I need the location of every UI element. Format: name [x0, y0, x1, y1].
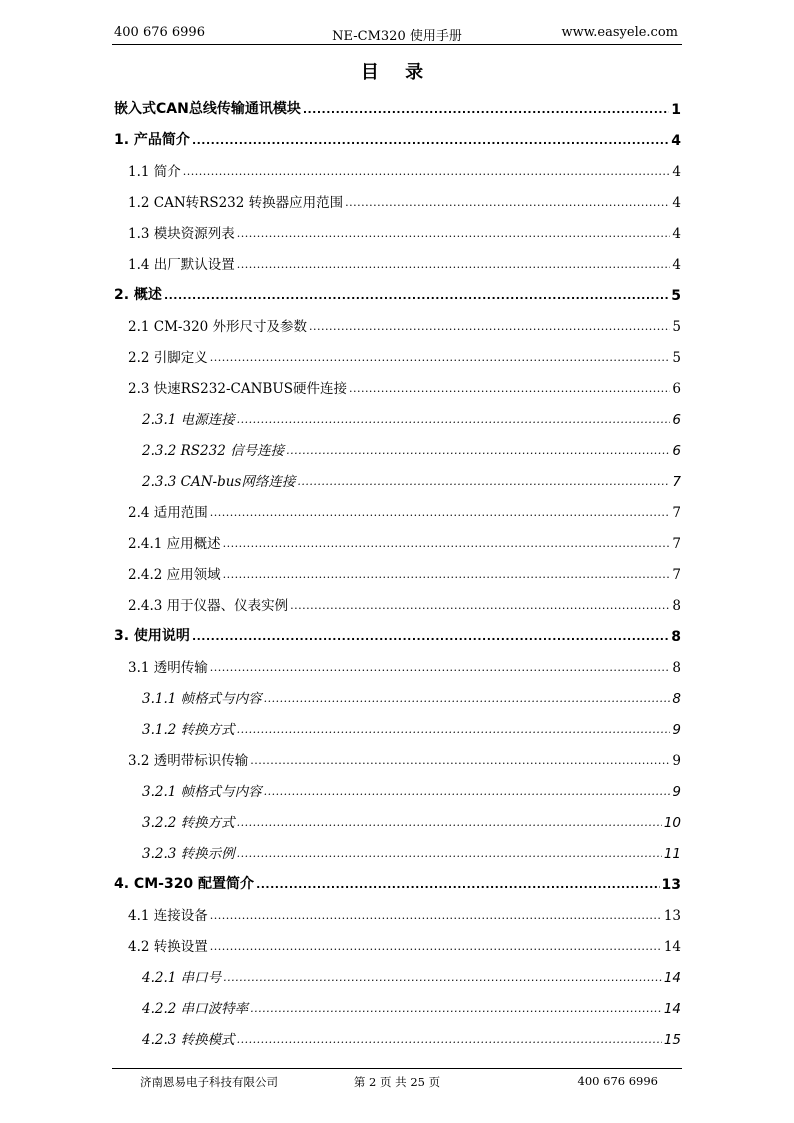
toc-entry-title: 3. 使用说明 [114, 628, 190, 644]
toc-entry-title: 1.1 简介 [128, 164, 181, 180]
toc-entry-title: 3.1.1 帧格式与内容 [142, 691, 262, 707]
toc-entry-title: 4.2 转换设置 [128, 939, 208, 955]
toc-entry[interactable] [142, 685, 681, 707]
toc-entry-page: 9 [672, 722, 681, 738]
toc-leader-dots [250, 755, 670, 769]
toc-entry[interactable] [128, 592, 681, 614]
toc-entry-title: 3.2 透明带标识传输 [128, 753, 249, 769]
toc-entry-page: 14 [663, 1001, 681, 1017]
toc-entry-title: 4. CM-320 配置简介 [114, 876, 255, 892]
toc-leader-dots [164, 290, 669, 304]
footer-page-number: 第 2 页 共 25 页 [353, 1075, 441, 1089]
toc-entry-title: 1.3 模块资源列表 [128, 226, 235, 242]
toc-entry-page: 4 [672, 164, 681, 180]
toc-entry-title: 4.1 连接设备 [128, 908, 208, 924]
toc-entry[interactable] [128, 747, 681, 769]
toc-entry[interactable] [128, 654, 681, 676]
header-doc-title: NE-CM320 使用手册 [332, 29, 462, 44]
toc-entry-page: 8 [671, 629, 681, 645]
toc-entry-page: 8 [672, 598, 681, 614]
toc-entry-title: 1.4 出厂默认设置 [128, 257, 235, 273]
toc-entry-page: 15 [663, 1032, 681, 1048]
toc-leader-dots [210, 507, 671, 521]
toc-leader-dots [210, 941, 662, 955]
toc-entry[interactable] [128, 375, 681, 397]
toc-entry-page: 13 [663, 908, 681, 924]
toc-entry[interactable] [142, 964, 681, 986]
toc-entry[interactable] [142, 840, 681, 862]
header-phone: 400 676 6996 [114, 25, 205, 40]
toc-leader-dots [264, 786, 671, 800]
toc-entry-title: 2.2 引脚定义 [128, 350, 208, 366]
page-footer [112, 1068, 682, 1089]
toc-entry-title: 3.1.2 转换方式 [142, 722, 235, 738]
toc-leader-dots [237, 259, 671, 273]
toc-leader-dots [309, 321, 670, 335]
toc-entry-page: 4 [671, 133, 681, 149]
toc-leader-dots [223, 569, 671, 583]
header-website: www.easyele.com [561, 25, 678, 40]
toc-leader-dots [192, 135, 669, 149]
toc-leader-dots [349, 383, 670, 397]
toc-entry-page: 10 [663, 815, 681, 831]
toc-entry-title: 3.2.2 转换方式 [142, 815, 235, 831]
toc-entry-page: 7 [672, 536, 681, 552]
toc-leader-dots [345, 197, 670, 211]
toc-entry-page: 7 [672, 505, 681, 521]
toc-entry[interactable] [128, 313, 681, 335]
toc-leader-dots [192, 631, 669, 645]
toc-leader-dots [237, 1034, 662, 1048]
toc-entry-page: 6 [672, 443, 681, 459]
toc-leader-dots [183, 166, 671, 180]
toc-entry[interactable] [142, 1026, 681, 1048]
toc-entry-page: 8 [672, 691, 681, 707]
toc-entry-title: 4.2.2 串口波特率 [142, 1001, 249, 1017]
toc-entry-title: 2.1 CM-320 外形尺寸及参数 [128, 319, 308, 335]
toc-entry[interactable] [142, 995, 681, 1017]
toc-entry-title: 2.3.2 RS232 信号连接 [142, 443, 285, 459]
toc-entry-page: 7 [672, 567, 681, 583]
toc-entry-page: 4 [672, 257, 681, 273]
toc-entry-title: 4.2.1 串口号 [142, 970, 222, 986]
toc-entry-page: 13 [661, 877, 681, 893]
toc-entry-page: 6 [672, 381, 681, 397]
toc-entry-page: 6 [672, 412, 681, 428]
page-header [112, 24, 682, 45]
toc-entry-title: 嵌入式CAN总线传输通讯模块 [114, 101, 301, 117]
toc-leader-dots [250, 1003, 662, 1017]
toc-entry-page: 9 [672, 784, 681, 800]
toc-entry-title: 2.3.3 CAN-bus网络连接 [142, 474, 296, 490]
toc-leader-dots [210, 352, 671, 366]
toc-entry-page: 5 [672, 350, 681, 366]
toc-entry[interactable] [128, 158, 681, 180]
toc-title: 目 录 [360, 62, 434, 83]
footer-company: 济南恩易电子科技有限公司 [140, 1075, 278, 1089]
toc-leader-dots [237, 414, 671, 428]
toc-entry[interactable] [128, 933, 681, 955]
toc-leader-dots [264, 693, 671, 707]
toc-leader-dots [286, 445, 670, 459]
toc-entry-title: 2.3 快速RS232-CANBUS硬件连接 [128, 381, 347, 397]
toc-entry-page: 9 [672, 753, 681, 769]
toc-leader-dots [237, 817, 662, 831]
toc-entry[interactable] [128, 189, 681, 211]
toc-entry[interactable] [142, 716, 681, 738]
toc-entry-title: 3.2.3 转换示例 [142, 846, 235, 862]
toc-leader-dots [256, 879, 659, 893]
toc-entry-title: 1.2 CAN转RS232 转换器应用范围 [128, 195, 344, 211]
toc-entry-title: 2. 概述 [114, 287, 162, 303]
toc-entry[interactable] [128, 561, 681, 583]
toc-entry-page: 4 [672, 195, 681, 211]
toc-entry[interactable] [142, 468, 681, 490]
toc-entry-page: 7 [672, 474, 681, 490]
toc-entry-page: 11 [663, 846, 681, 862]
toc-entry-title: 2.4 适用范围 [128, 505, 208, 521]
toc-leader-dots [303, 104, 669, 118]
toc-entry-title: 4.2.3 转换模式 [142, 1032, 235, 1048]
toc-entry[interactable] [114, 871, 681, 893]
toc-entry-title: 2.4.2 应用领域 [128, 567, 221, 583]
toc-entry-title: 3.1 透明传输 [128, 660, 208, 676]
toc-entry-title: 1. 产品简介 [114, 132, 190, 148]
toc-entry[interactable] [114, 127, 681, 149]
toc-entry-title: 2.4.3 用于仪器、仪表实例 [128, 598, 289, 614]
toc-entry-title: 2.3.1 电源连接 [142, 412, 235, 428]
toc-entry[interactable] [142, 406, 681, 428]
toc-entry[interactable] [142, 778, 681, 800]
toc-entry[interactable] [128, 499, 681, 521]
toc-entry-page: 14 [663, 970, 681, 986]
toc-leader-dots [210, 662, 671, 676]
toc-entry[interactable] [128, 530, 681, 552]
toc-entry[interactable] [114, 282, 681, 304]
toc-entry[interactable] [128, 220, 681, 242]
toc-entry[interactable] [142, 437, 681, 459]
toc-entry[interactable] [128, 251, 681, 273]
toc-entry-page: 5 [671, 288, 681, 304]
toc-entry-page: 5 [672, 319, 681, 335]
toc-entry-title: 2.4.1 应用概述 [128, 536, 221, 552]
toc-entry[interactable] [114, 623, 681, 645]
toc-leader-dots [237, 724, 671, 738]
toc-leader-dots [237, 228, 671, 242]
toc-entry[interactable] [114, 96, 681, 118]
toc-leader-dots [297, 476, 670, 490]
toc-leader-dots [210, 910, 662, 924]
toc-leader-dots [237, 848, 662, 862]
toc-leader-dots [223, 972, 662, 986]
toc-leader-dots [290, 600, 670, 614]
toc-entry[interactable] [128, 902, 681, 924]
toc-leader-dots [223, 538, 671, 552]
toc-entry-page: 1 [671, 102, 681, 118]
toc-entry-title: 3.2.1 帧格式与内容 [142, 784, 262, 800]
toc-entry[interactable] [142, 809, 681, 831]
toc-entry-page: 4 [672, 226, 681, 242]
toc-entry-page: 8 [672, 660, 681, 676]
toc-entry-page: 14 [663, 939, 681, 955]
toc-entry[interactable] [128, 344, 681, 366]
footer-phone: 400 676 6996 [577, 1074, 658, 1088]
